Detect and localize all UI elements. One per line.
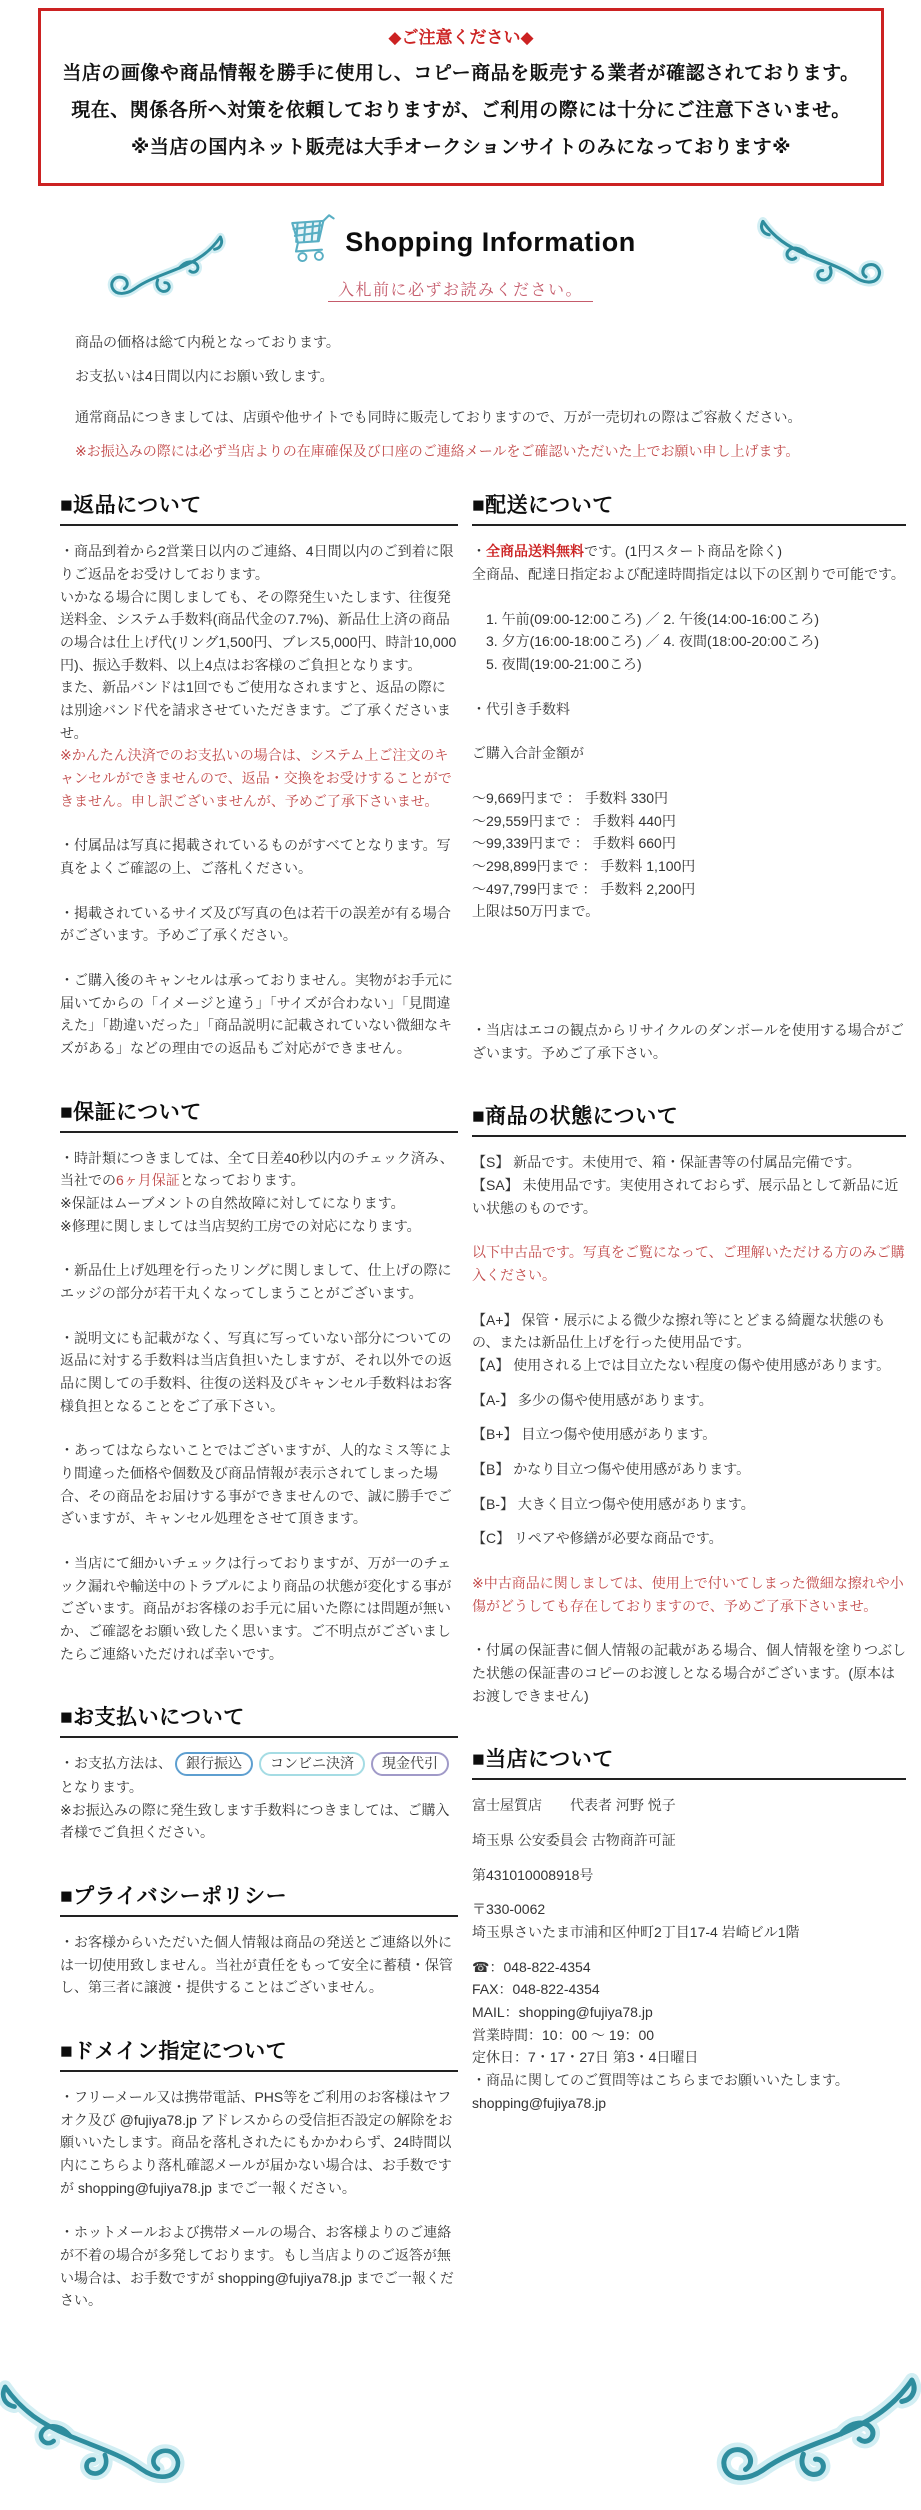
section-returns <box>60 489 458 1059</box>
text-run: ・お支払方法は、 <box>60 1755 172 1772</box>
paragraph <box>60 1147 458 1192</box>
text-run: ・時計類につきましては、全て日差40秒以内のチェック済み、当社での <box>60 1149 454 1189</box>
text-run: ※中古商品に関しましては、使用上で付いてしまった微細な擦れや小傷がどうしても存在しておりますので、予めご了承下さいませ。 <box>472 1575 904 1614</box>
paragraph <box>60 1215 458 1238</box>
paragraph <box>60 1799 458 1844</box>
text-run: ・商品到着から2営業日以内のご連絡、4日間以内のご到着に限りご返品をお受けしております。 <box>60 543 454 582</box>
intro-line: 通常商品につきましては、店頭や他サイトでも同時に販売しておりますので、万が一売切れの際はご容赦ください。 <box>75 408 802 425</box>
section-warranty <box>60 1096 458 1666</box>
text-run: となっております。 <box>179 1172 305 1189</box>
text-run: ・フリーメール又は携帯電話、PHS等をご利用のお客様はヤフオク及び @fujiya78.jp アドレスからの受信拒否設定の解除をお願いいたします。商品を落札されたにもかかわらず、24時間以内にこちらより落札確認メールが届かない場合は、お手数ですが shopping@fujiya78.jp までご一報ください。 <box>60 2089 453 2196</box>
text-run: ・付属品は写真に掲載されているものがすべてとなります。写真をよくご確認の上、ご落札ください。 <box>60 837 451 876</box>
paragraph <box>472 608 906 631</box>
text-run: ・掲載されているサイズ及び写真の色は若干の誤差が有る場合がございます。予めご了承ください。 <box>60 904 451 944</box>
notice-line-3: ※当店の国内ネット販売は大手オークションサイトのみになっております※ <box>130 137 792 158</box>
paragraph <box>60 1931 458 1999</box>
section-payment <box>60 1701 458 1844</box>
paragraph <box>472 2024 906 2047</box>
text-run: ※お振込みの際に発生致します手数料につきましては、ご購入者様でご負担ください。 <box>60 1801 450 1841</box>
text-run: 【S】 新品です。未使用で、箱・保証書等の付属品完備です。 <box>472 1154 861 1171</box>
left-column <box>60 489 458 2348</box>
text-run: 【A】 使用される上では目立たない程度の傷や使用感があります。 <box>472 1356 891 1373</box>
text-run: 埼玉県さいたま市浦和区仲町2丁目17-4 岩崎ビル1階 <box>472 1924 800 1941</box>
paragraph <box>472 832 906 855</box>
right-column <box>472 489 906 2150</box>
text-run-redbold: 全商品送料無料 <box>486 543 584 560</box>
paragraph <box>472 900 906 923</box>
intro-line: お支払いは4日間以内にお願い致します。 <box>75 368 334 385</box>
paragraph <box>60 1552 458 1665</box>
paragraph <box>472 1639 906 1707</box>
paragraph <box>472 1151 906 1174</box>
text-run: ～497,799円まで ： 手数料 2,200円 <box>472 880 696 897</box>
text-run: 第431010008918号 <box>472 1866 594 1883</box>
text-run: 3. 夕方(16:00-18:00ころ) ／ 4. 夜間(18:00-20:00ころ) <box>486 633 820 650</box>
text-run: 全商品、配達日指定および配達時間指定は以下の区割りで可能です。 <box>472 565 905 582</box>
flourish-bottom-right-decoration <box>700 2368 921 2510</box>
copy-warning-box <box>38 8 884 186</box>
text-run-red: 6ヶ月保証 <box>116 1172 180 1189</box>
paragraph <box>472 1174 906 1219</box>
paragraph <box>60 2086 458 2199</box>
paragraph <box>472 1241 906 1286</box>
text-run-badge: 現金代引 <box>371 1752 449 1776</box>
section-heading-privacy: ■プライバシーポリシー <box>60 1880 458 1917</box>
notice-line-2: 現在、関係各所へ対策を依頼しておりますが、ご利用の際には十分にご注意下さいませ。 <box>71 100 851 121</box>
section-heading-returns: ■返品について <box>60 489 458 526</box>
intro-notes <box>75 332 921 461</box>
text-run: MAIL：shopping@fujiya78.jp <box>472 2004 653 2021</box>
paragraph <box>472 540 906 563</box>
paragraph <box>472 1956 906 1979</box>
paragraph <box>472 1794 906 1817</box>
paragraph <box>60 586 458 677</box>
text-run: ・付属の保証書に個人情報の記載がある場合、個人情報を塗りつぶした状態の保証書のコピーのお渡しとなる場合がございます。(原本はお渡しできません) <box>472 1642 906 1704</box>
paragraph <box>472 630 906 653</box>
paragraph <box>472 810 906 833</box>
text-run: ～9,669円まで ： 手数料 330円 <box>472 789 669 806</box>
text-run: ☎：048-822-4354 <box>472 1958 591 1975</box>
page-header <box>0 212 921 302</box>
text-run: ・説明文にも記載がなく、写真に写っていない部分についての返品に対する手数料は当店負担いたしますが、それ以外での返品に関しての手数料、往復の送料及びキャンセル手数料はお客様負担となることをご了承下さい。 <box>60 1329 452 1414</box>
text-run: ・代引き手数料 <box>472 700 570 717</box>
paragraph <box>472 1864 906 1887</box>
text-run: ・ <box>472 543 486 560</box>
intro-line: 商品の価格は総て内税となっております。 <box>75 334 340 350</box>
text-run: 定休日：7・17・27日 第3・4日曜日 <box>472 2049 699 2066</box>
paragraph <box>60 1192 458 1215</box>
text-run: ご購入合計金額が <box>472 745 584 762</box>
text-run: 1. 午前(09:00-12:00ころ) ／ 2. 午後(14:00-16:00ころ) <box>486 610 820 627</box>
text-run: 【SA】 未使用品です。実使用されておらず、展示品として新品に近い状態のものです。 <box>472 1176 899 1216</box>
text-run: ～29,559円まで ： 手数料 440円 <box>472 812 676 829</box>
paragraph <box>472 2046 906 2069</box>
text-run: 埼玉県 公安委員会 古物商許可証 <box>472 1832 676 1849</box>
text-run: ～99,339円まで ： 手数料 660円 <box>472 835 676 852</box>
paragraph <box>60 676 458 744</box>
paragraph <box>472 563 906 586</box>
text-run: ・お客様からいただいた個人情報は商品の発送とご連絡以外には一切使用致しません。当社が責任をもって安全に蓄積・保管し、第三者に譲渡・提供することはございません。 <box>60 1934 453 1996</box>
paragraph <box>60 1439 458 1530</box>
text-run: 5. 夜間(19:00-21:00ころ) <box>486 655 642 672</box>
text-run: 上限は50万円まで。 <box>472 903 600 920</box>
text-run: ・新品仕上げ処理を行ったリングに関しまして、仕上げの際にエッジの部分が若干丸くなってしまうことがございます。 <box>60 1262 452 1301</box>
paragraph <box>472 653 906 676</box>
text-run: となります。 <box>60 1778 143 1795</box>
text-run: 〒330-0062 <box>472 1901 546 1918</box>
paragraph <box>472 787 906 810</box>
flourish-bottom-left-decoration <box>0 2372 199 2510</box>
text-run: ※かんたん決済でのお支払いの場合は、システム上ご注文のキャンセルができませんので、返品・交換をお受けすることができません。申し訳ございませんが、予めご了承下さいませ。 <box>60 747 452 809</box>
paragraph <box>472 1898 906 1921</box>
text-run: ・当店にて細かいチェックは行っておりますが、万が一のチェック漏れや輸送中のトラブルにより商品の状態が変化する事がございます。商品がお客様のお手元に届いた際には問題が無いか、ご確認をお願い致したく思います。ご不明点がございましたらご連絡いただければ幸いです。 <box>60 1555 452 1662</box>
section-shipping <box>472 489 906 1064</box>
notice-title: ◆ご注意ください◆ <box>388 28 534 47</box>
section-condition <box>472 1100 906 1707</box>
paragraph <box>60 744 458 812</box>
paragraph <box>472 1978 906 2001</box>
text-run: ・あってはならないことではございますが、人的なミス等により間違った価格や個数及び商品情報が表示されてしまった場合、その商品をお届けする事ができませんので、誠に勝手でございますが、キャンセル処理をさせて頂きます。 <box>60 1442 452 1527</box>
paragraph <box>60 969 458 1060</box>
text-run: ～298,899円まで ： 手数料 1,100円 <box>472 857 696 874</box>
paragraph <box>472 1458 906 1481</box>
paragraph <box>472 2001 906 2024</box>
text-run: 【B】 かなり目立つ傷や使用感があります。 <box>472 1460 751 1477</box>
section-heading-shipping: ■配送について <box>472 489 906 526</box>
text-run: 【A-】 多少の傷や使用感があります。 <box>472 1391 713 1408</box>
text-run: ・商品に関してのご質問等はこちらまでお願いいたします。shopping@fujiya78.jp <box>472 2072 849 2111</box>
paragraph <box>60 1259 458 1304</box>
section-heading-warranty: ■保証について <box>60 1096 458 1133</box>
section-domain <box>60 2035 458 2312</box>
text-run: ※保証はムーブメントの自然故障に対してになります。 <box>60 1194 405 1211</box>
paragraph <box>472 1019 906 1064</box>
section-heading-condition: ■商品の状態について <box>472 1100 906 1137</box>
paragraph <box>60 1327 458 1418</box>
paragraph <box>472 1572 906 1617</box>
paragraph <box>472 1921 906 1944</box>
text-run: 以下中古品です。写真をご覧になって、ご理解いただける方のみご購入ください。 <box>472 1244 905 1283</box>
paragraph <box>472 1423 906 1446</box>
paragraph <box>60 834 458 879</box>
paragraph <box>60 902 458 947</box>
text-run: 営業時間：10：00 ～ 19：00 <box>472 2026 655 2043</box>
paragraph <box>472 878 906 901</box>
section-heading-about-store: ■当店について <box>472 1743 906 1780</box>
shopping-cart-icon <box>283 210 339 274</box>
paragraph <box>60 540 458 585</box>
paragraph <box>60 2221 458 2312</box>
section-heading-payment: ■お支払いについて <box>60 1701 458 1738</box>
paragraph <box>472 1389 906 1412</box>
text-run: また、新品バンドは1回でもご使用なされますと、返品の際には別途バンド代を請求させていただきます。ご了承くださいませ。 <box>60 679 451 741</box>
paragraph <box>60 1752 458 1798</box>
text-run: 富士屋質店 代表者 河野 悦子 <box>472 1797 676 1814</box>
paragraph <box>472 1354 906 1377</box>
section-privacy <box>60 1880 458 1999</box>
text-run: 【C】 リペアや修繕が必要な商品です。 <box>472 1530 723 1547</box>
section-heading-domain: ■ドメイン指定について <box>60 2035 458 2072</box>
text-run: ・ご購入後のキャンセルは承っておりません。実物がお手元に届いてからの「イメージと違う」「サイズが合わない」「見間違えた」「勘違いだった」「商品説明に記載されていない微細なキズがある」などの理由での返品もご対応ができません。 <box>60 971 453 1056</box>
text-run: ※修理に関しましては当店契約工房での対応になります。 <box>60 1217 421 1234</box>
paragraph <box>472 1527 906 1550</box>
notice-line-1: 当店の画像や商品情報を勝手に使用し、コピー商品を販売する業者が確認されております。 <box>62 63 860 84</box>
paragraph <box>472 2069 906 2114</box>
text-run: 【A+】 保管・展示による微少な擦れ等にとどまる綺麗な状態のもの、または新品仕上げを行った使用品です。 <box>472 1311 886 1351</box>
text-run: です。(1円スタート商品を除く) <box>584 543 782 560</box>
text-run: 【B+】 目立つ傷や使用感があります。 <box>472 1426 717 1443</box>
text-run: 【B-】 大きく目立つ傷や使用感があります。 <box>472 1495 755 1512</box>
paragraph <box>472 855 906 878</box>
text-run: いかなる場合に関しましても、その際発生いたします、往復発送料金、システム手数料(商品代金の7.7%)、新品仕上済の商品の場合は仕上げ代(リング1,500円、ブレス5,000円、時計10,000円)、振込手数料、以上4点はお客様のご負担となります。 <box>60 588 457 673</box>
paragraph <box>472 1829 906 1852</box>
paragraph <box>472 1309 906 1354</box>
content-columns <box>60 489 921 2348</box>
text-run-badge: 銀行振込 <box>175 1752 253 1776</box>
paragraph <box>472 742 906 765</box>
text-run-badge: コンビニ決済 <box>259 1752 365 1776</box>
read-before-bidding-link[interactable]: 入札前に必ずお読みください。 <box>328 277 593 302</box>
text-run: ・当店はエコの観点からリサイクルのダンボールを使用する場合がございます。予めご了承下さい。 <box>472 1021 904 1061</box>
paragraph <box>472 1493 906 1516</box>
text-run: FAX：048-822-4354 <box>472 1981 600 1998</box>
text-run: ・ホットメールおよび携帯メールの場合、お客様よりのご連絡が不着の場合が多発しております。もし当店よりのご返答が無い場合は、お手数ですが shopping@fujiya78.jp までご一報ください。 <box>60 2224 454 2309</box>
intro-line-red-note: ※お振込みの際には必ず当店よりの在庫確保及び口座のご連絡メールをご確認いただいた上でお願い申し上げます。 <box>75 442 800 459</box>
section-about-store <box>472 1743 906 2114</box>
paragraph <box>472 698 906 721</box>
page-title: Shopping Information <box>345 227 636 257</box>
